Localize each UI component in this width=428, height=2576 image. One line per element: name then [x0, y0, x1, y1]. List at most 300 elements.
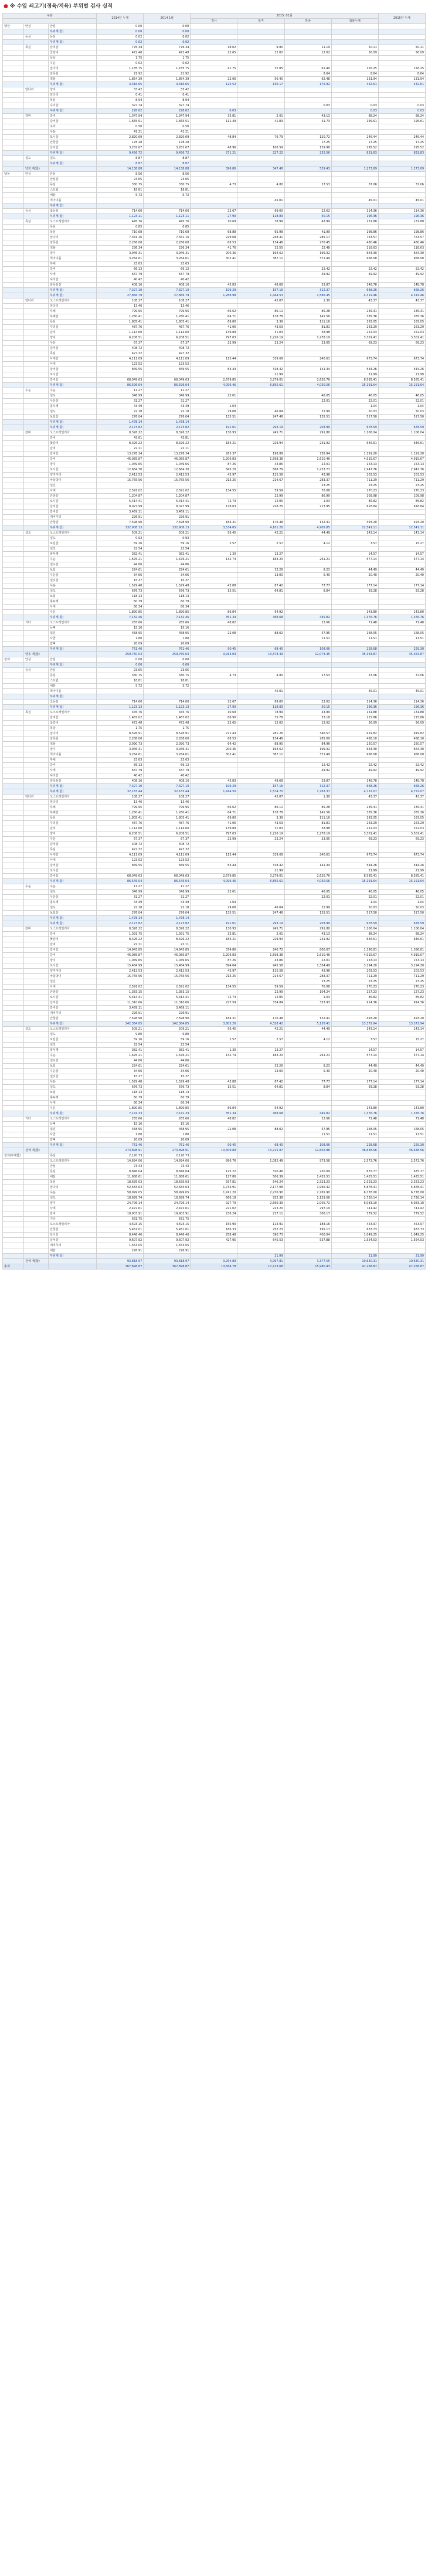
value-cell: 0.93 — [97, 536, 144, 541]
value-cell: 58.98 — [284, 826, 331, 831]
row-label-cell — [3, 932, 24, 937]
value-cell: 135.51 — [191, 911, 237, 916]
value-cell: 203.53 — [378, 473, 425, 478]
table-row — [3, 963, 426, 969]
row-label-cell: 우둔 — [49, 557, 97, 562]
table-row — [3, 737, 426, 742]
table-row — [3, 995, 426, 1000]
value-cell — [237, 1095, 284, 1101]
value-cell: 291.80 — [284, 430, 331, 436]
row-label-cell — [3, 700, 24, 705]
value-cell: 295.52 — [378, 145, 425, 151]
table-row — [3, 868, 426, 874]
value-cell — [284, 1048, 331, 1053]
value-cell: 291.80 — [284, 926, 331, 932]
value-cell: 9.80 — [237, 45, 284, 50]
value-cell: 15.27 — [378, 541, 425, 547]
value-cell — [237, 942, 284, 948]
value-cell: 123.52 — [97, 858, 144, 863]
value-cell — [237, 362, 284, 367]
value-cell: 66.62 — [191, 805, 237, 810]
value-cell: 2,472.61 — [144, 1206, 191, 1211]
value-cell — [191, 1069, 237, 1074]
value-cell: 15.16 — [144, 626, 191, 631]
value-cell: 123.52 — [144, 362, 191, 367]
value-cell: 22.08 — [191, 631, 237, 636]
value-cell — [191, 362, 237, 367]
value-cell: 1,386.81 — [378, 948, 425, 953]
row-label-cell — [3, 705, 24, 710]
value-cell: 472.48 — [144, 50, 191, 56]
value-cell — [237, 626, 284, 631]
value-cell — [237, 1058, 284, 1064]
value-cell: 15,484.99 — [144, 963, 191, 969]
value-cell — [378, 1095, 425, 1101]
value-cell — [284, 684, 331, 689]
value-cell — [284, 108, 331, 114]
row-label-cell — [3, 921, 24, 926]
value-cell: 81.81 — [284, 821, 331, 826]
row-label-cell: 사태 — [49, 362, 97, 367]
value-cell — [331, 56, 378, 61]
value-cell: 68.53 — [191, 240, 237, 246]
value-cell: 676.73 — [97, 589, 144, 594]
value-cell: 12,541.11 — [378, 525, 425, 531]
row-label-cell — [24, 130, 49, 135]
value-cell: 195.61 — [331, 119, 378, 124]
value-cell: 676.73 — [97, 1085, 144, 1090]
value-cell: 71.48 — [331, 620, 378, 626]
value-cell: 176.48 — [237, 1016, 284, 1021]
value-cell — [331, 388, 378, 393]
value-cell: 493.20 — [331, 1016, 378, 1021]
row-label-cell — [24, 488, 49, 494]
row-label-cell — [24, 367, 49, 372]
value-cell: 919.82 — [331, 731, 378, 737]
value-cell: 22.54 — [97, 1043, 144, 1048]
row-label-cell: 양지 — [49, 747, 97, 752]
value-cell — [191, 1032, 237, 1037]
value-cell — [237, 130, 284, 135]
value-cell: 1,478.14 — [97, 916, 144, 921]
row-label-cell — [3, 890, 24, 895]
value-cell: 293.19 — [237, 921, 284, 926]
value-cell — [237, 636, 284, 642]
value-cell: 741.42 — [378, 1206, 425, 1211]
value-cell: 21.92 — [144, 72, 191, 77]
row-label-cell — [24, 335, 49, 341]
value-cell: 529.43 — [284, 167, 331, 172]
value-cell: 46.05 — [284, 393, 331, 399]
value-cell: 480.46 — [331, 240, 378, 246]
value-cell: 10,630.31 — [378, 1259, 425, 1264]
row-label-cell: 앞다리 — [49, 235, 97, 240]
value-cell: 797.03 — [191, 831, 237, 837]
value-cell — [237, 35, 284, 40]
table-row — [3, 1264, 426, 1270]
row-label-cell — [24, 1085, 49, 1090]
row-label-cell: 차돌박이 — [49, 478, 97, 483]
value-cell: 8,326.22 — [97, 441, 144, 446]
value-cell: 44.49 — [331, 568, 378, 573]
value-cell: 43.59 — [237, 325, 284, 330]
value-cell: 83.44 — [191, 367, 237, 372]
row-label-cell — [49, 167, 97, 172]
table-row — [3, 1243, 426, 1248]
value-cell: 6,208.51 — [97, 831, 144, 837]
row-label-cell — [3, 203, 24, 209]
value-cell: 37.06 — [331, 182, 378, 188]
value-cell: 382.41 — [144, 552, 191, 557]
value-cell: 1,049.65 — [144, 462, 191, 467]
value-cell — [191, 1254, 237, 1259]
table-row — [3, 568, 426, 573]
row-label-cell — [3, 103, 24, 108]
value-cell: 5,878.41 — [378, 1185, 425, 1190]
value-cell — [97, 1254, 144, 1259]
value-cell: 11.19 — [284, 45, 331, 50]
value-cell: 12,602.88 — [284, 1148, 331, 1153]
value-cell — [191, 726, 237, 731]
table-row — [3, 974, 426, 979]
value-cell: 195.17 — [284, 1227, 331, 1233]
value-cell — [237, 620, 284, 626]
value-cell — [284, 726, 331, 731]
table-row — [3, 900, 426, 905]
value-cell: 12.02 — [284, 721, 331, 726]
row-label-cell: 오스트레일리아 — [49, 620, 97, 626]
value-cell: 252.03 — [378, 826, 425, 831]
table-row — [3, 446, 426, 452]
row-label-cell — [3, 1159, 24, 1164]
row-label-cell — [3, 457, 24, 462]
value-cell: 48.84 — [191, 135, 237, 140]
row-label-cell — [3, 309, 24, 314]
value-cell: 77.77 — [284, 1080, 331, 1085]
row-label-cell — [3, 372, 24, 378]
value-cell: 0.50 — [97, 124, 144, 130]
value-cell: 330.75 — [97, 182, 144, 188]
table-row — [3, 298, 426, 304]
value-cell — [331, 594, 378, 599]
row-label-cell — [24, 1011, 49, 1016]
value-cell — [191, 98, 237, 103]
table-row — [3, 536, 426, 541]
value-cell — [237, 1116, 284, 1122]
value-cell: 3,469.11 — [97, 1006, 144, 1011]
value-cell: 4,593.15 — [144, 1222, 191, 1227]
value-cell: 13.27 — [237, 1048, 284, 1053]
table-row — [3, 932, 426, 937]
value-cell: 15.16 — [144, 1122, 191, 1127]
value-cell — [378, 40, 425, 45]
row-label-cell — [24, 293, 49, 298]
table-row — [3, 341, 426, 346]
value-cell: 176.48 — [237, 520, 284, 525]
value-cell — [144, 868, 191, 874]
value-cell: 248.41 — [237, 235, 284, 240]
row-label-cell: 목심 — [49, 351, 97, 357]
value-cell: 132.74 — [191, 557, 237, 562]
value-cell: 14,138.88 — [97, 167, 144, 172]
value-cell — [191, 1011, 237, 1016]
value-cell — [97, 198, 144, 203]
row-label-cell — [24, 789, 49, 795]
row-label-cell — [3, 1095, 24, 1101]
value-cell: 32,183.44 — [144, 789, 191, 795]
value-cell: 69.00 — [237, 209, 284, 214]
value-cell: 32.26 — [237, 568, 284, 573]
value-cell: 22.11 — [144, 446, 191, 452]
row-label-cell — [24, 737, 49, 742]
row-label-cell — [24, 1138, 49, 1143]
value-cell: 2,288.00 — [97, 737, 144, 742]
value-cell: 1,763.37 — [284, 789, 331, 795]
row-label-cell — [24, 721, 49, 726]
value-cell: 4,915.67 — [378, 457, 425, 462]
value-cell: 228.25 — [237, 504, 284, 510]
value-cell — [378, 24, 425, 29]
value-cell: 7,132.46 — [144, 615, 191, 620]
row-label-cell: 알목심살 — [49, 779, 97, 784]
value-cell: 73.43 — [144, 1164, 191, 1169]
value-cell: 48.96 — [191, 145, 237, 151]
value-cell: 1.04 — [191, 900, 237, 905]
value-cell: 22.66 — [191, 77, 237, 82]
row-label-cell — [3, 140, 24, 145]
value-cell: 27,866.79 — [144, 293, 191, 298]
table-row — [3, 1196, 426, 1201]
value-cell: 148.78 — [378, 779, 425, 784]
value-cell — [378, 351, 425, 357]
value-cell: 453.97 — [331, 1222, 378, 1227]
value-cell: 33.42 — [144, 87, 191, 93]
row-label-cell: 척아이롤 — [49, 689, 97, 694]
row-label-cell: 척롤 — [49, 246, 97, 251]
value-cell: 184.31 — [191, 520, 237, 525]
table-row — [3, 357, 426, 362]
row-label-cell — [24, 974, 49, 979]
value-cell — [144, 198, 191, 203]
value-cell: 678.59 — [331, 425, 378, 430]
value-cell — [331, 161, 378, 167]
value-cell: 17,723.68 — [237, 1264, 284, 1270]
value-cell: 32.55 — [237, 246, 284, 251]
value-cell: 183.05 — [331, 816, 378, 821]
row-label-cell — [3, 937, 24, 942]
table-row — [3, 87, 426, 93]
value-cell — [191, 446, 237, 452]
row-label-cell: 냉동 — [3, 172, 24, 177]
row-label-cell — [24, 267, 49, 272]
row-label-cell — [24, 842, 49, 847]
row-label-cell: 우둔 — [49, 583, 97, 589]
table-row — [3, 520, 426, 525]
value-cell: 1,114.60 — [97, 330, 144, 335]
row-label-cell — [3, 647, 24, 652]
value-cell: 8,446.46 — [97, 1233, 144, 1238]
value-cell: 23.65 — [97, 668, 144, 673]
value-cell: 302.41 — [191, 256, 237, 262]
row-label-cell — [24, 1264, 49, 1270]
value-cell: 231.92 — [284, 937, 331, 942]
value-cell: 114.91 — [237, 1222, 284, 1227]
row-label-cell — [3, 277, 24, 283]
value-cell: 1,273.69 — [331, 167, 378, 172]
value-cell: 77.77 — [284, 583, 331, 589]
table-row — [3, 615, 426, 620]
value-cell: 894.04 — [191, 963, 237, 969]
value-cell — [284, 1122, 331, 1127]
value-cell — [284, 362, 331, 367]
value-cell: 139.89 — [191, 330, 237, 335]
table-row — [3, 642, 426, 647]
value-cell: 1,260.41 — [97, 314, 144, 320]
row-label-cell — [24, 921, 49, 926]
value-cell: 678.59 — [378, 425, 425, 430]
value-cell: 68.88 — [191, 230, 237, 235]
value-cell: 59.59 — [237, 488, 284, 494]
value-cell: 20.09 — [97, 642, 144, 647]
table-row — [3, 916, 426, 921]
row-label-cell: 부위계(합) — [49, 40, 97, 45]
value-cell: 6,855.61 — [237, 879, 284, 884]
table-row — [3, 1175, 426, 1180]
row-label-cell: 갈비살 — [49, 346, 97, 351]
value-cell: 351.34 — [191, 1111, 237, 1116]
value-cell: 673.74 — [378, 357, 425, 362]
value-cell: 263.29 — [331, 821, 378, 826]
value-cell — [378, 657, 425, 663]
value-cell: 68,049.63 — [144, 874, 191, 879]
value-cell: 1,278.19 — [284, 335, 331, 341]
value-cell — [237, 98, 284, 103]
value-cell: 1,226.19 — [237, 335, 284, 341]
row-label-cell — [3, 905, 24, 911]
value-cell: 58,999.05 — [97, 1190, 144, 1196]
row-label-cell — [3, 320, 24, 325]
table-row — [3, 420, 426, 425]
row-label-cell — [3, 288, 24, 293]
value-cell — [378, 916, 425, 921]
row-label-cell — [3, 652, 24, 657]
value-cell: 1,676.21 — [97, 1053, 144, 1058]
value-cell: 330.75 — [144, 182, 191, 188]
value-cell — [331, 1032, 378, 1037]
value-cell: 1.30 — [191, 552, 237, 557]
table-row — [3, 895, 426, 900]
row-label-cell — [3, 995, 24, 1000]
table-row — [3, 151, 426, 156]
row-label-cell — [3, 1074, 24, 1080]
value-cell: 47,268.87 — [331, 1264, 378, 1270]
value-cell: 408.72 — [97, 346, 144, 351]
value-cell: 21.99 — [237, 1254, 284, 1259]
value-cell — [191, 868, 237, 874]
row-label-cell: 부채 — [49, 805, 97, 810]
value-cell: 221.02 — [191, 1206, 237, 1211]
value-cell — [284, 605, 331, 610]
row-label-cell — [3, 1122, 24, 1127]
value-cell — [237, 684, 284, 689]
value-cell: 2,626.76 — [284, 874, 331, 879]
value-cell: 0.03 — [378, 108, 425, 114]
value-cell: 7,327.10 — [144, 784, 191, 789]
value-cell: 43.81 — [144, 436, 191, 441]
row-label-cell: 꾸리살 — [49, 773, 97, 779]
value-cell — [237, 1043, 284, 1048]
value-cell: 1,049.65 — [97, 958, 144, 963]
value-cell: 203.53 — [378, 969, 425, 974]
value-cell: 2,412.53 — [97, 473, 144, 478]
value-cell: 1.30 — [191, 1048, 237, 1053]
value-cell: 968.08 — [378, 256, 425, 262]
value-cell: 60.79 — [144, 1095, 191, 1101]
value-cell — [378, 605, 425, 610]
row-label-cell: 양지 — [49, 831, 97, 837]
value-cell: 914.36 — [331, 1000, 378, 1006]
row-label-cell — [3, 378, 24, 383]
row-label-cell: 부채살 — [49, 810, 97, 816]
value-cell: 44.86 — [144, 1058, 191, 1064]
value-cell — [191, 510, 237, 515]
row-label-cell — [3, 525, 24, 531]
value-cell: 41.73 — [284, 119, 331, 124]
row-label-cell — [24, 457, 49, 462]
value-cell: 1,206.83 — [191, 953, 237, 958]
row-label-cell: 전체 계(합) — [24, 1259, 49, 1264]
value-cell: 293.19 — [237, 425, 284, 430]
row-label-cell: 알목심 — [49, 737, 97, 742]
value-cell: 186.33 — [191, 1227, 237, 1233]
value-cell — [331, 172, 378, 177]
value-cell: 34.66 — [97, 573, 144, 578]
value-cell: 44.49 — [378, 568, 425, 573]
row-label-cell — [3, 1048, 24, 1053]
table-row — [3, 283, 426, 288]
value-cell — [331, 87, 378, 93]
value-cell: 15,765.56 — [97, 974, 144, 979]
value-cell: 673.74 — [331, 357, 378, 362]
row-label-cell — [24, 515, 49, 520]
table-row — [3, 1043, 426, 1048]
value-cell — [284, 599, 331, 605]
value-cell: 7,598.90 — [97, 1016, 144, 1021]
value-cell — [191, 678, 237, 684]
table-row — [3, 700, 426, 705]
value-cell: 330.75 — [97, 673, 144, 678]
row-label-cell — [3, 430, 24, 436]
row-label-cell — [24, 56, 49, 61]
row-label-cell: 양지머리 — [49, 969, 97, 974]
value-cell: 15,191.64 — [331, 383, 378, 388]
value-cell: 385.36 — [331, 810, 378, 816]
value-cell: 134.55 — [191, 488, 237, 494]
value-cell: 11.27 — [144, 388, 191, 393]
value-cell — [191, 689, 237, 694]
row-label-cell — [3, 193, 24, 198]
row-label-cell: 설도 — [49, 409, 97, 415]
value-cell: 1.75 — [97, 56, 144, 61]
value-cell: 2,266.08 — [144, 240, 191, 246]
value-cell — [284, 351, 331, 357]
value-cell — [331, 124, 378, 130]
value-cell: 108.06 — [284, 647, 331, 652]
value-cell: 61.40 — [284, 66, 331, 72]
value-cell: 127.23 — [378, 990, 425, 995]
value-cell: 23.24 — [237, 837, 284, 842]
value-cell — [284, 642, 331, 647]
